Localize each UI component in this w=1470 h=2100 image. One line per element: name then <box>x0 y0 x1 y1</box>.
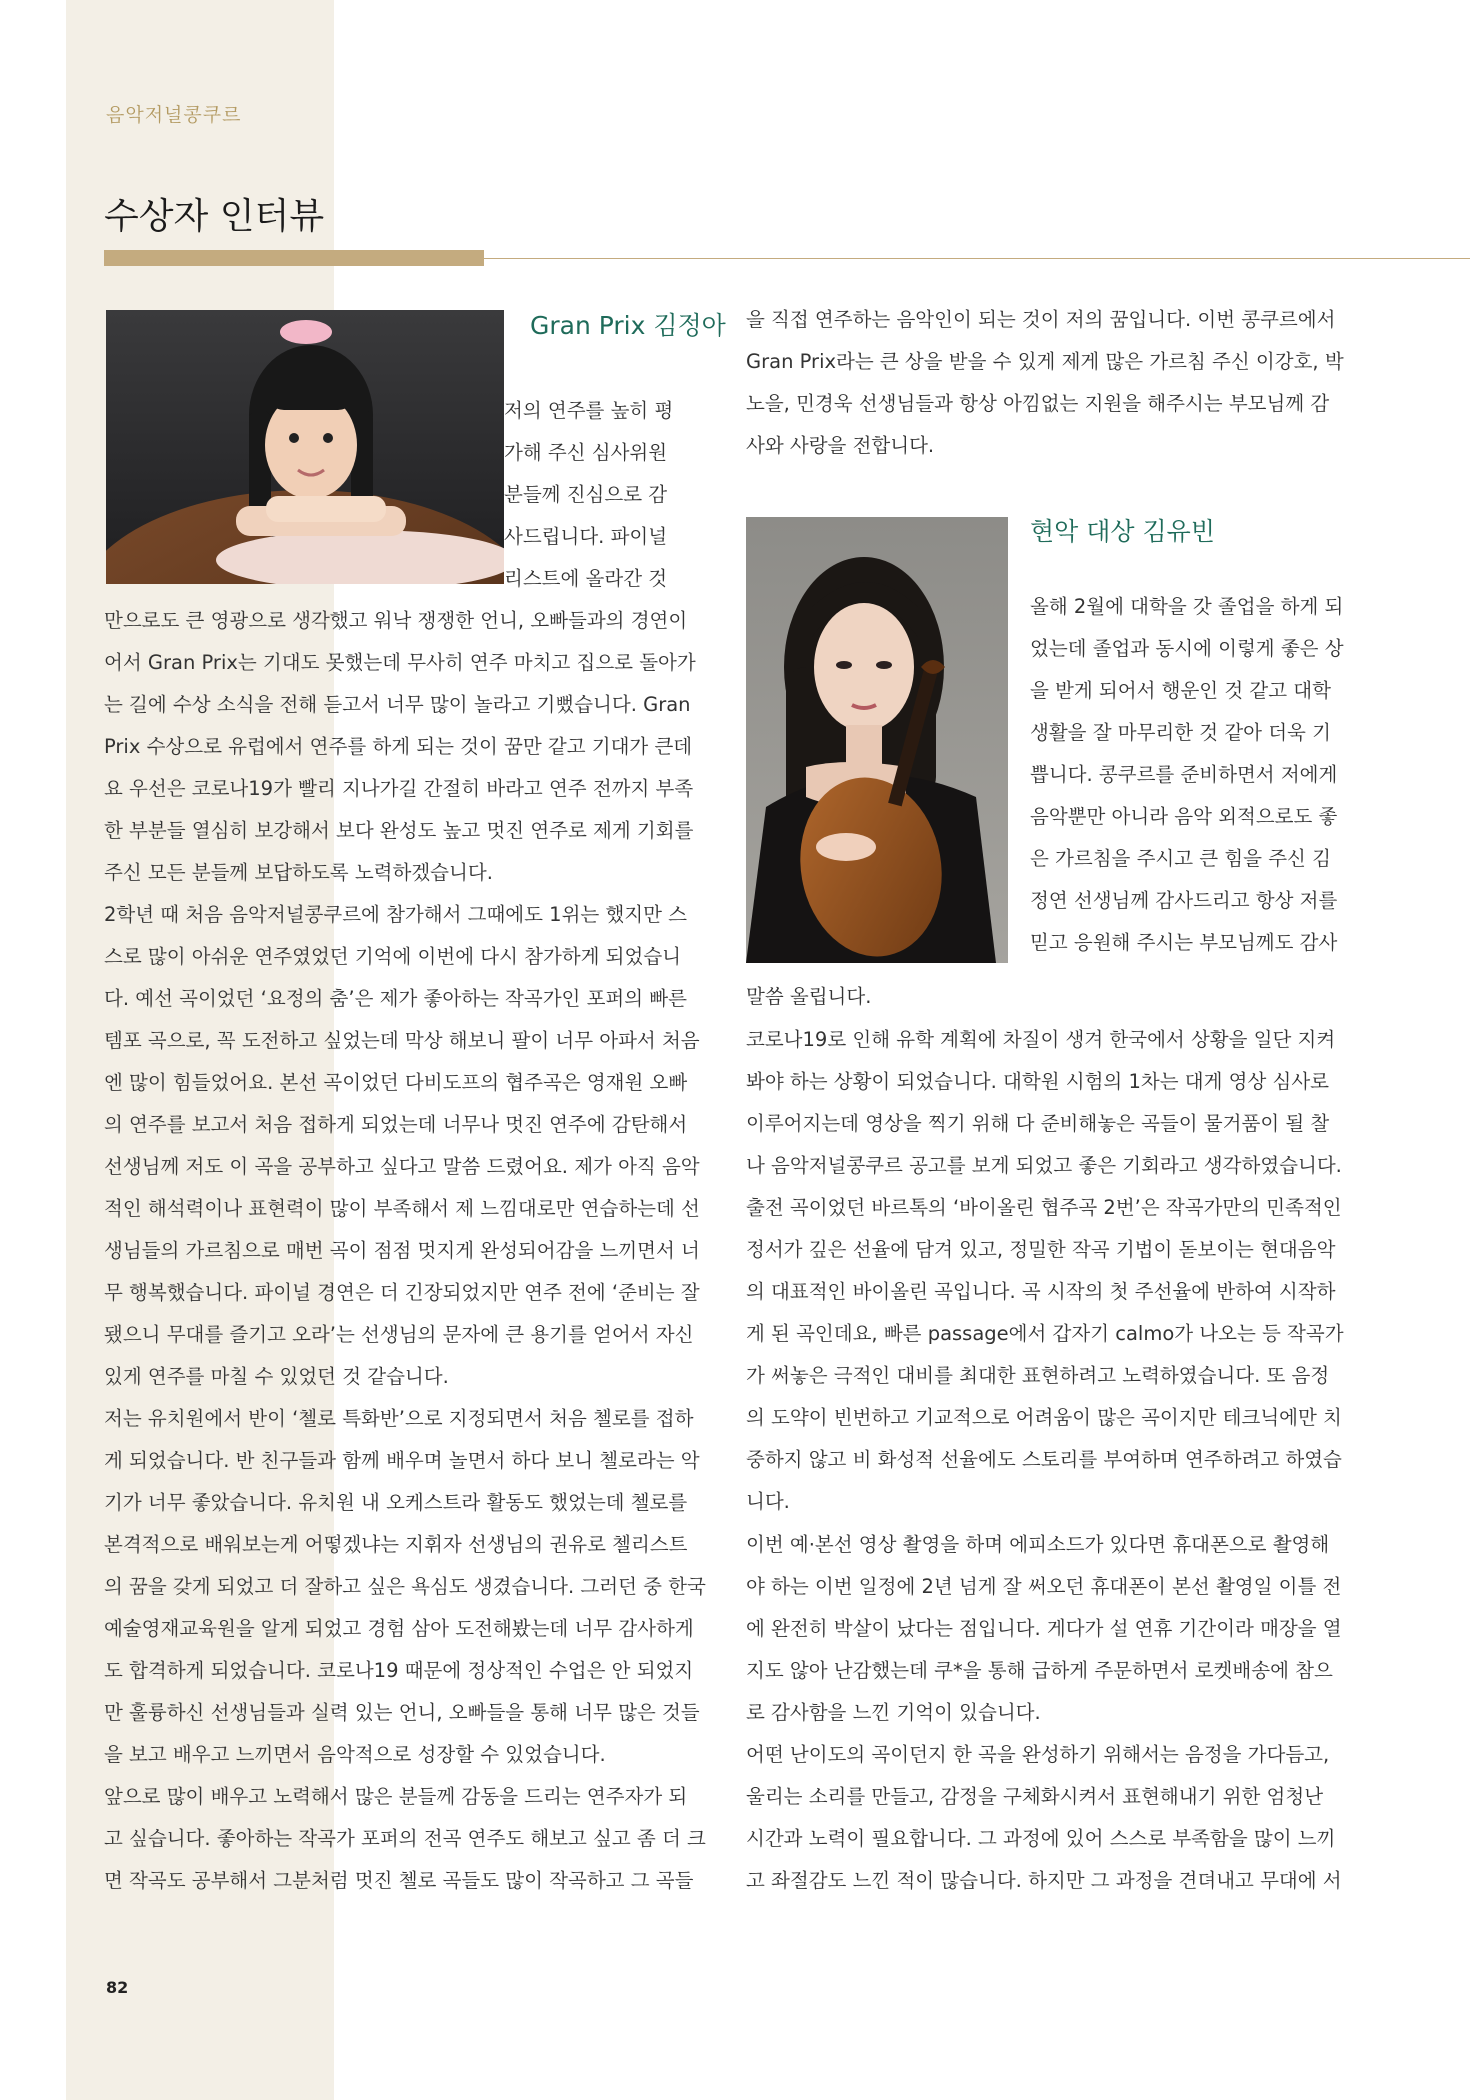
text-line: 출전 곡이었던 바르톡의 ‘바이올린 협주곡 2번’은 작곡가만의 민족적인 <box>746 1196 1342 1219</box>
text-line: 중하지 않고 비 화성적 선율에도 스토리를 부여하며 연주하려고 하였습 <box>746 1448 1342 1471</box>
text-line: 예술영재교육원을 알게 되었고 경험 삼아 도전해봤는데 너무 감사하게 <box>104 1617 694 1640</box>
text-line: 됐으니 무대를 즐기고 오라’는 선생님의 문자에 큰 용기를 얻어서 자신 <box>104 1323 694 1346</box>
winner-name-gran-prix: Gran Prix 김정아 <box>530 311 726 340</box>
text-line: 야 하는 이번 일정에 2년 넘게 잘 써오던 휴대폰이 본선 촬영일 이틀 전 <box>746 1575 1342 1598</box>
text-line: 가 써놓은 극적인 대비를 최대한 표현하려고 노력하였습니다. 또 음정 <box>746 1364 1330 1387</box>
text-line: 무 행복했습니다. 파이널 경연은 더 긴장되었지만 연주 전에 ‘준비는 잘 <box>104 1281 700 1304</box>
text-line: Gran Prix라는 큰 상을 받을 수 있게 제게 많은 가르침 주신 이강호, 박 <box>746 350 1344 373</box>
text-line: 시간과 노력이 필요합니다. 그 과정에 있어 스스로 부족함을 많이 느끼 <box>746 1827 1336 1850</box>
text-line: 도 합격하게 되었습니다. 코로나19 때문에 정상적인 수업은 안 되었지 <box>104 1659 694 1682</box>
text-line: Prix 수상으로 유럽에서 연주를 하게 되는 것이 꿈만 같고 기대가 큰데 <box>104 735 693 758</box>
text-line: 봐야 하는 상황이 되었습니다. 대학원 시험의 1차는 대게 영상 심사로 <box>746 1070 1329 1093</box>
text-line: 었는데 졸업과 동시에 이렇게 좋은 상 <box>1030 637 1344 660</box>
text-line: 만 훌륭하신 선생님들과 실력 있는 언니, 오빠들을 통해 너무 많은 것들 <box>104 1701 700 1724</box>
text-line: 게 되었습니다. 반 친구들과 함께 배우며 놀면서 하다 보니 첼로라는 악 <box>104 1449 700 1472</box>
text-line: 울리는 소리를 만들고, 감정을 구체화시켜서 표현해내기 위한 엄청난 <box>746 1785 1324 1808</box>
text-line: 는 길에 수상 소식을 전해 듣고서 너무 많이 놀라고 기뻤습니다. Gran <box>104 693 691 716</box>
text-line: 음악뿐만 아니라 음악 외적으로도 좋 <box>1030 805 1338 828</box>
text-line: 적인 해석력이나 표현력이 많이 부족해서 제 느낌대로만 연습하는데 선 <box>104 1197 700 1220</box>
text-line: 스로 많이 아쉬운 연주였었던 기억에 이번에 다시 참가하게 되었습니 <box>104 945 682 968</box>
text-line: 의 꿈을 갖게 되었고 더 잘하고 싶은 욕심도 생겼습니다. 그러던 중 한국 <box>104 1575 706 1598</box>
text-line: 생활을 잘 마무리한 것 같아 더욱 기 <box>1030 721 1331 744</box>
text-line: 있게 연주를 마칠 수 있었던 것 같습니다. <box>104 1365 449 1388</box>
text-line: 분들께 진심으로 감 <box>504 483 668 506</box>
text-line: 템포 곡으로, 꼭 도전하고 싶었는데 막상 해보니 팔이 너무 아파서 처음 <box>104 1029 700 1052</box>
text-line: 코로나19로 인해 유학 계획에 차질이 생겨 한국에서 상황을 일단 지켜 <box>746 1028 1336 1051</box>
text-line: 생님들의 가르침으로 매번 곡이 점점 멋지게 완성되어감을 느끼면서 너 <box>104 1239 700 1262</box>
text-line: 정서가 깊은 선율에 담겨 있고, 정밀한 작곡 기법이 돋보이는 현대음악 <box>746 1238 1336 1261</box>
text-line: 가해 주신 심사위원 <box>504 441 668 464</box>
text-line: 앞으로 많이 배우고 노력해서 많은 분들께 감동을 드리는 연주자가 되 <box>104 1785 688 1808</box>
text-line: 정연 선생님께 감사드리고 항상 저를 <box>1030 889 1338 912</box>
text-line: 고 좌절감도 느낀 적이 많습니다. 하지만 그 과정을 견뎌내고 무대에 서 <box>746 1869 1342 1892</box>
winner-name-strings: 현악 대상 김유빈 <box>1030 517 1215 546</box>
text-line: 을 보고 배우고 느끼면서 음악적으로 성장할 수 있었습니다. <box>104 1743 606 1766</box>
text-line: 2학년 때 처음 음악저널콩쿠르에 참가해서 그때에도 1위는 했지만 스 <box>104 903 688 926</box>
text-line: 을 받게 되어서 행운인 것 같고 대학 <box>1030 679 1331 702</box>
cellist-portrait-photo <box>106 310 504 584</box>
title-rule <box>484 258 1470 259</box>
text-line: 니다. <box>746 1490 790 1513</box>
text-line: 로 감사함을 느낀 기억이 있습니다. <box>746 1701 1041 1724</box>
text-line: 말씀 올립니다. <box>746 985 872 1008</box>
text-line: 이번 예·본선 영상 촬영을 하며 에피소드가 있다면 휴대폰으로 촬영해 <box>746 1533 1330 1556</box>
text-line: 엔 많이 힘들었어요. 본선 곡이었던 다비도프의 협주곡은 영재원 오빠 <box>104 1071 688 1094</box>
text-line: 사드립니다. 파이널 <box>504 525 668 548</box>
text-line: 면 작곡도 공부해서 그분처럼 멋진 첼로 곡들도 많이 작곡하고 그 곡들 <box>104 1869 694 1892</box>
text-line: 지도 않아 난감했는데 쿠*을 통해 급하게 주문하면서 로켓배송에 참으 <box>746 1659 1333 1682</box>
text-line: 믿고 응원해 주시는 부모님께도 감사 <box>1030 931 1338 954</box>
violinist-portrait-photo <box>746 517 1008 963</box>
text-line: 저의 연주를 높히 평 <box>504 399 674 422</box>
text-line: 나 음악저널콩쿠르 공고를 보게 되었고 좋은 기회라고 생각하였습니다. <box>746 1154 1342 1177</box>
text-line: 의 대표적인 바이올린 곡입니다. 곡 시작의 첫 주선율에 반하여 시작하 <box>746 1280 1336 1303</box>
text-line: 이루어지는데 영상을 찍기 위해 다 준비해놓은 곡들이 물거품이 될 찰 <box>746 1112 1330 1135</box>
text-line: 쁩니다. 콩쿠르를 준비하면서 저에게 <box>1030 763 1338 786</box>
text-line: 다. 예선 곡이었던 ‘요정의 춤’은 제가 좋아하는 작곡가인 포퍼의 빠른 <box>104 987 687 1010</box>
text-line: 어서 Gran Prix는 기대도 못했는데 무사히 연주 마치고 집으로 돌아가 <box>104 651 696 674</box>
text-line: 저는 유치원에서 반이 ‘첼로 특화반’으로 지정되면서 처음 첼로를 접하 <box>104 1407 694 1430</box>
text-line: 에 완전히 박살이 났다는 점입니다. 게다가 설 연휴 기간이라 매장을 열 <box>746 1617 1342 1640</box>
text-line: 고 싶습니다. 좋아하는 작곡가 포퍼의 전곡 연주도 해보고 싶고 좀 더 크 <box>104 1827 706 1850</box>
text-line: 만으로도 큰 영광으로 생각했고 워낙 쟁쟁한 언니, 오빠들과의 경연이 <box>104 609 688 632</box>
text-line: 올해 2월에 대학을 갓 졸업을 하게 되 <box>1030 595 1344 618</box>
text-line: 의 연주를 보고서 처음 접하게 되었는데 너무나 멋진 연주에 감탄해서 <box>104 1113 688 1136</box>
text-line: 의 도약이 빈번하고 기교적으로 어려움이 많은 곡이지만 테크닉에만 치 <box>746 1406 1342 1429</box>
page-number: 82 <box>106 1978 129 1997</box>
text-line: 선생님께 저도 이 곡을 공부하고 싶다고 말씀 드렸어요. 제가 아직 음악 <box>104 1155 700 1178</box>
page-title: 수상자 인터뷰 <box>104 196 325 237</box>
text-line: 한 부분들 열심히 보강해서 보다 완성도 높고 멋진 연주로 제게 기회를 <box>104 819 694 842</box>
text-line: 리스트에 올라간 것 <box>504 567 668 590</box>
text-line: 게 된 곡인데요, 빠른 passage에서 갑자기 calmo가 나오는 등 작곡가 <box>746 1322 1344 1345</box>
section-tag: 음악저널콩쿠르 <box>106 104 242 126</box>
text-line: 은 가르침을 주시고 큰 힘을 주신 김 <box>1030 847 1331 870</box>
text-line: 을 직접 연주하는 음악인이 되는 것이 저의 꿈입니다. 이번 콩쿠르에서 <box>746 308 1336 331</box>
text-line: 주신 모든 분들께 보답하도록 노력하겠습니다. <box>104 861 493 884</box>
text-line: 어떤 난이도의 곡이던지 한 곡을 완성하기 위해서는 음정을 가다듬고, <box>746 1743 1330 1766</box>
text-line: 요 우선은 코로나19가 빨리 지나가길 간절히 바라고 연주 전까지 부족 <box>104 777 694 800</box>
title-rule-accent <box>104 250 484 266</box>
text-line: 본격적으로 배워보는게 어떻겠냐는 지휘자 선생님의 권유로 첼리스트 <box>104 1533 688 1556</box>
text-line: 기가 너무 좋았습니다. 유치원 내 오케스트라 활동도 했었는데 첼로를 <box>104 1491 688 1514</box>
text-line: 사와 사랑을 전합니다. <box>746 434 935 457</box>
text-line: 노을, 민경욱 선생님들과 항상 아낌없는 지원을 해주시는 부모님께 감 <box>746 392 1330 415</box>
